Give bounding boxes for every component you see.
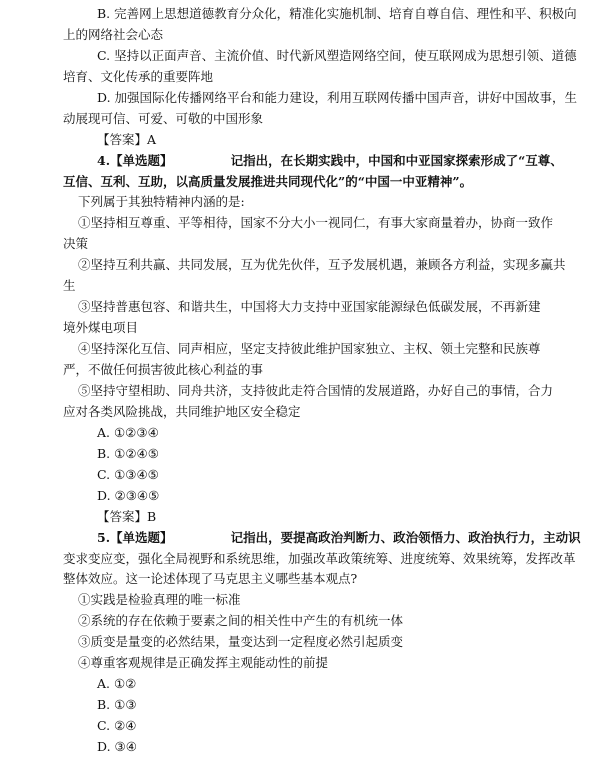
q3-option-c-line1: C. 坚持以正面声音、主流价值、时代新风塑造网络空间，使互联网成为思想引领、道德 (97, 48, 577, 63)
q4-prompt: 下列属于其独特精神内涵的是: (78, 194, 245, 209)
q5-option-a: A. ①② (97, 676, 137, 691)
q4-head: 4.【单选题】 (97, 153, 173, 168)
q5-item-2: ②系统的存在依赖于要素之间的相关性中产生的有机统一体 (78, 613, 404, 628)
q5-option-b: B. ①③ (97, 697, 137, 712)
redacted-name (173, 533, 231, 545)
q5-item-1: ①实践是检验真理的唯一标准 (78, 592, 241, 607)
q3-option-b-line1: B. 完善网上思想道德教育分众化，精准化实施机制、培育自尊自信、理性和平、积极向 (97, 6, 577, 21)
q4-item-2-line1: ②坚持互利共赢、共同发展，互为优先伙伴，互予发展机遇，兼顾各方利益，实现多赢共 (78, 257, 566, 272)
q4-title-line2: 互信、互利、互助，以高质量发展推进共同现代化”的“中国一中亚精神”。 (63, 174, 473, 189)
q3-option-c-line2: 培育、文化传承的重要阵地 (63, 69, 214, 84)
q4-item-1-line2: 决策 (63, 236, 89, 251)
q4-item-3-line2: 境外煤电项目 (63, 320, 139, 335)
q4-option-d: D. ②③④⑤ (97, 488, 160, 503)
q4-item-2-line2: 生 (63, 278, 76, 293)
q3-option-d-line1: D. 加强国际化传播网络平台和能力建设，利用互联网传播中国声音，讲好中国故事，生 (97, 90, 578, 105)
q4-item-5-line2: 应对各类风险挑战，共同维护地区安全稳定 (63, 404, 301, 419)
q5-option-c: C. ②④ (97, 718, 137, 733)
q5-item-3: ③质变是量变的必然结果，量变达到一定程度必然引起质变 (78, 634, 404, 649)
q4-title-line1 (97, 153, 563, 169)
q5-item-4: ④尊重客观规律是正确发挥主观能动性的前提 (78, 655, 329, 670)
q4-option-b: B. ①②④⑤ (97, 446, 159, 461)
q5-title-line1 (97, 530, 581, 546)
q4-answer: 【答案】B (97, 509, 157, 524)
q4-item-4-line2: 严，不做任何损害彼此核心利益的事 (63, 362, 264, 377)
redacted-name (173, 156, 231, 168)
q4-option-c: C. ①③④⑤ (97, 467, 159, 482)
q5-head: 5.【单选题】 (97, 530, 173, 545)
q5-title-line2: 变求变应变，强化全局视野和系统思维，加强改革政策统筹、进度统筹、效果统筹，发挥改革 (63, 551, 576, 566)
q3-option-b-line2: 上的网络社会心态 (63, 27, 164, 42)
q4-item-4-line1: ④坚持深化互信、同声相应，坚定支持彼此维护国家独立、主权、领土完整和民族尊 (78, 341, 541, 356)
q3-option-d-line2: 动展现可信、可爱、可敬的中国形象 (63, 111, 264, 126)
q4-item-5-line1: ⑤坚持守望相助、同舟共济，支持彼此走符合国情的发展道路，办好自己的事情，合力 (78, 383, 554, 398)
q4-option-a: A. ①②③④ (97, 425, 159, 440)
q3-answer: 【答案】A (97, 132, 157, 147)
q5-option-d: D. ③④ (97, 739, 137, 754)
q4-item-1-line1: ①坚持相互尊重、平等相待，国家不分大小一视同仁，有事大家商量着办，协商一致作 (78, 215, 554, 230)
q4-title-rest: 记指出，在长期实践中，中国和中亚国家探索形成了“互尊、 (230, 153, 563, 168)
q5-title-rest: 记指出，要提高政治判断力、政治领悟力、政治执行力，主动识 (230, 530, 581, 545)
q4-item-3-line1: ③坚持普惠包容、和谐共生，中国将大力支持中亚国家能源绿色低碳发展，不再新建 (78, 299, 541, 314)
q5-title-line3: 整体效应。这一论述体现了马克思主义哪些基本观点? (63, 571, 358, 586)
